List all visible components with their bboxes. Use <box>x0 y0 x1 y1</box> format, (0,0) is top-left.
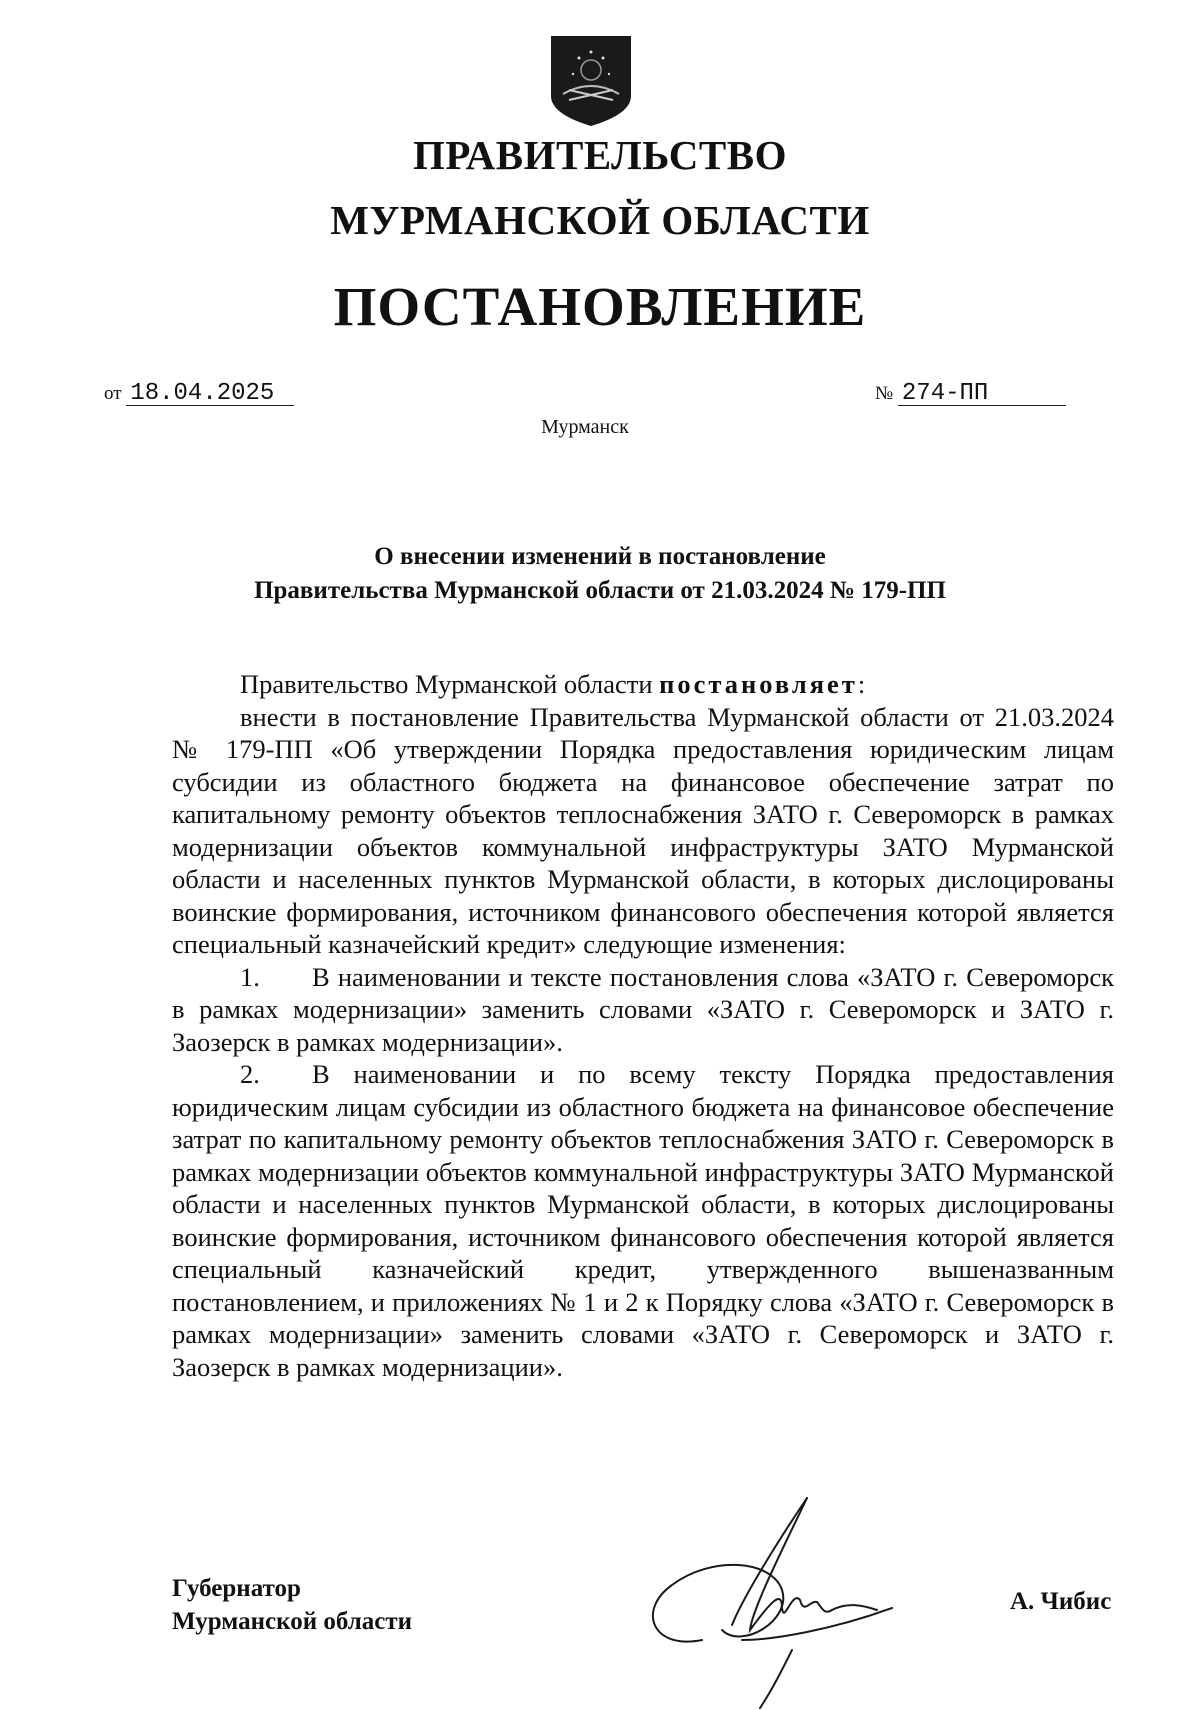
document-type: ПОСТАНОВЛЕНИЕ <box>333 276 867 337</box>
intro-verb: постановляет <box>659 669 858 699</box>
date-value: 18.04.2025 <box>126 383 294 406</box>
org-name-line2: МУРМАНСКОЙ ОБЛАСТИ <box>330 197 870 243</box>
date-prefix: от <box>104 383 122 404</box>
number-prefix: № <box>875 383 894 404</box>
subject-line1: О внесении изменений в постановление <box>374 543 826 570</box>
city: Мурманск <box>541 416 629 438</box>
signatory-name: А. Чибис <box>1010 1588 1112 1615</box>
item-1-number: 1. <box>240 961 260 992</box>
signatory-title-line2: Мурманской области <box>172 1608 413 1635</box>
date-field <box>104 380 294 407</box>
item-2-text: В наименовании и по всему тексту Порядка предоставления юридическим лицам субсидии из областного бюджета на финансовое обеспечение затрат по капитальному ремонту объектов теплоснабжения ЗАТО г. Североморск в рамках модернизации объектов коммунальной инфраструктуры ЗАТО Мурманской области и населенных пунктов Мурманской области, в которых дислоцированы воинские формирования, источником финансового обеспечения которой является специальный казначейский кредит, утвержденного вышеназванным постановлением, и приложениях № 1 и 2 к Порядку слова «ЗАТО г. Североморск в рамках модернизации» заменить словами «ЗАТО г. Североморск и ЗАТО г. Заозерск в рамках модернизации». <box>172 1059 1114 1382</box>
emblem-shield <box>549 34 633 128</box>
coat-of-arms-icon <box>549 34 633 128</box>
handwritten-signature <box>632 1490 902 1710</box>
signatory-title-line1: Губернатор <box>172 1575 301 1602</box>
item-2-number: 2. <box>240 1059 260 1089</box>
signatory-title <box>172 1572 412 1638</box>
item-1-text: В наименовании и тексте постановления слова «ЗАТО г. Североморск в рамках модернизации» заменить словами «ЗАТО г. Североморск и ЗАТО г. Заозерск в рамках модернизации». <box>172 961 1114 1057</box>
document-subject <box>0 540 1200 608</box>
intro-colon: : <box>857 669 866 699</box>
subject-line2: Правительства Мурманской области от 21.03.2024 № 179-ПП <box>254 577 946 604</box>
number-field <box>875 380 1066 407</box>
number-value: 274-ПП <box>898 383 1066 406</box>
org-name-line1: ПРАВИТЕЛЬСТВО <box>412 132 788 178</box>
document-body <box>172 668 1114 1383</box>
intro-lead: Правительство Мурманской области <box>240 669 660 699</box>
item-1 <box>172 961 1114 1059</box>
intro-paragraph <box>172 668 1114 701</box>
item-2 <box>172 1058 1114 1383</box>
main-paragraph: внести в постановление Правительства Мурманской области от 21.03.2024 № 179-ПП «Об утверждении Порядка предоставления юридическим лицам субсидии из областного бюджета на финансовое обеспечение затрат по капитальному ремонту объектов теплоснабжения ЗАТО г. Североморск в рамках модернизации объектов коммунальной инфраструктуры ЗАТО Мурманской области и населенных пунктов Мурманской области, в которых дислоцированы воинские формирования, источником финансового обеспечения которой является специальный казначейский кредит» следующие изменения: <box>172 701 1114 959</box>
